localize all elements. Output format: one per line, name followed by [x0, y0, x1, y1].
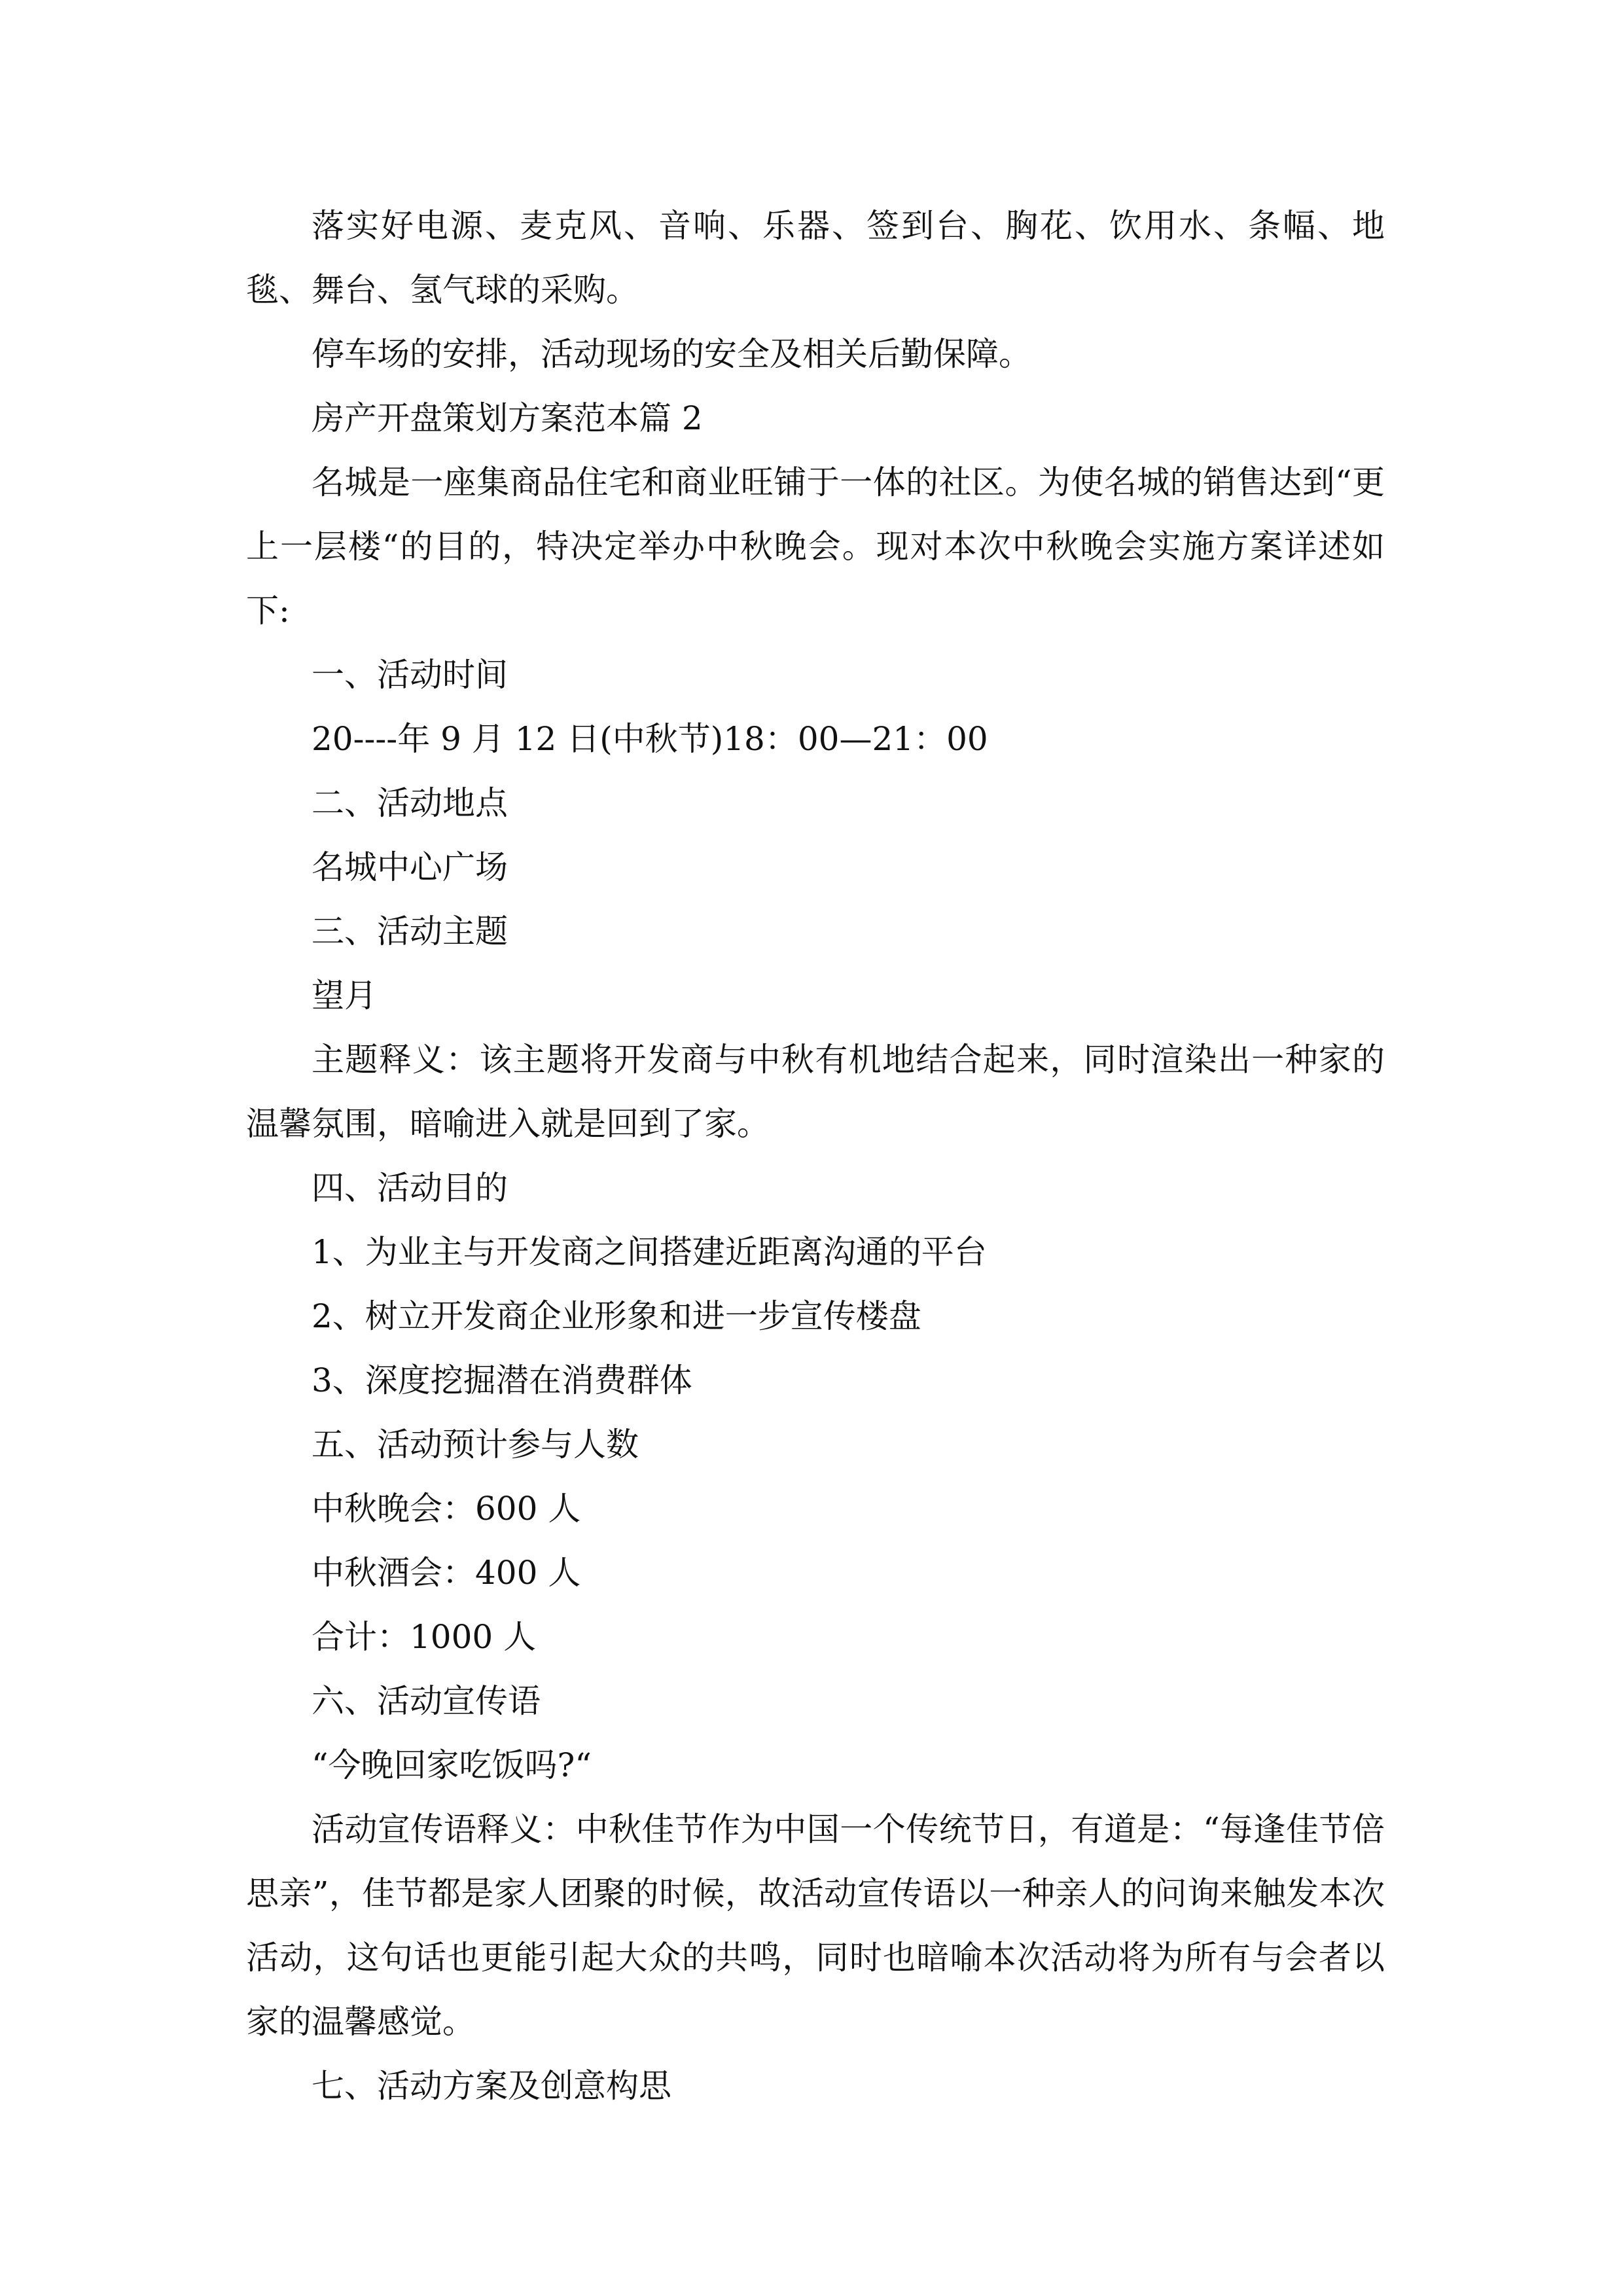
paragraph-total-count: 合计：1000 人	[312, 1618, 537, 1656]
list-item-purpose-3: 3、深度挖掘潜在消费群体	[312, 1361, 692, 1399]
paragraph-activity-theme: 望月	[312, 977, 377, 1014]
paragraph-gala-count: 中秋晚会：600 人	[312, 1490, 581, 1528]
heading-activity-theme: 三、活动主题	[312, 912, 508, 950]
paragraph-slogan: “今晚回家吃饭吗?“	[312, 1746, 592, 1784]
heading-participant-count: 五、活动预计参与人数	[312, 1426, 639, 1463]
document-body	[246, 194, 1385, 2118]
paragraph-activity-location: 名城中心广场	[312, 848, 508, 886]
paragraph-theme-explanation: 主题释义：该主题将开发商与中秋有机地结合起来，同时渲染出一种家的温馨氛围，暗喻进入就是回到了家。	[246, 1041, 1385, 1143]
heading-activity-time: 一、活动时间	[312, 656, 508, 694]
heading-activity-location: 二、活动地点	[312, 784, 508, 822]
paragraph-introduction: 名城是一座集商品住宅和商业旺铺于一体的社区。为使名城的销售达到“更上一层楼“的目的，特决定举办中秋晚会。现对本次中秋晚会实施方案详述如下:	[246, 463, 1385, 630]
heading-plan-and-creative: 七、活动方案及创意构思	[312, 2067, 671, 2105]
heading-activity-purpose: 四、活动目的	[312, 1169, 508, 1207]
paragraph-reception-count: 中秋酒会：400 人	[312, 1554, 581, 1592]
heading-slogan: 六、活动宣传语	[312, 1682, 541, 1720]
paragraph-parking-security: 停车场的安排，活动现场的安全及相关后勤保障。	[312, 335, 1031, 373]
paragraph-slogan-explanation: 活动宣传语释义：中秋佳节作为中国一个传统节日，有道是：“每逢佳节倍思亲”，佳节都是家人团聚的时候，故活动宣传语以一种亲人的问询来触发本次活动，这句话也更能引起大众的共鸣，同时也暗喻本次活动将为所有与会者以家的温馨感觉。	[246, 1810, 1385, 2041]
list-item-purpose-2: 2、树立开发商企业形象和进一步宣传楼盘	[312, 1297, 921, 1335]
paragraph-equipment-procurement: 落实好电源、麦克风、音响、乐器、签到台、胸花、饮用水、条幅、地毯、舞台、氢气球的采购。	[246, 207, 1385, 309]
list-item-purpose-1: 1、为业主与开发商之间搭建近距离沟通的平台	[312, 1233, 987, 1271]
paragraph-activity-time: 20----年 9 月 12 日(中秋节)18：00—21：00	[312, 720, 988, 758]
section-title-plan-2: 房产开盘策划方案范本篇 2	[312, 399, 703, 437]
